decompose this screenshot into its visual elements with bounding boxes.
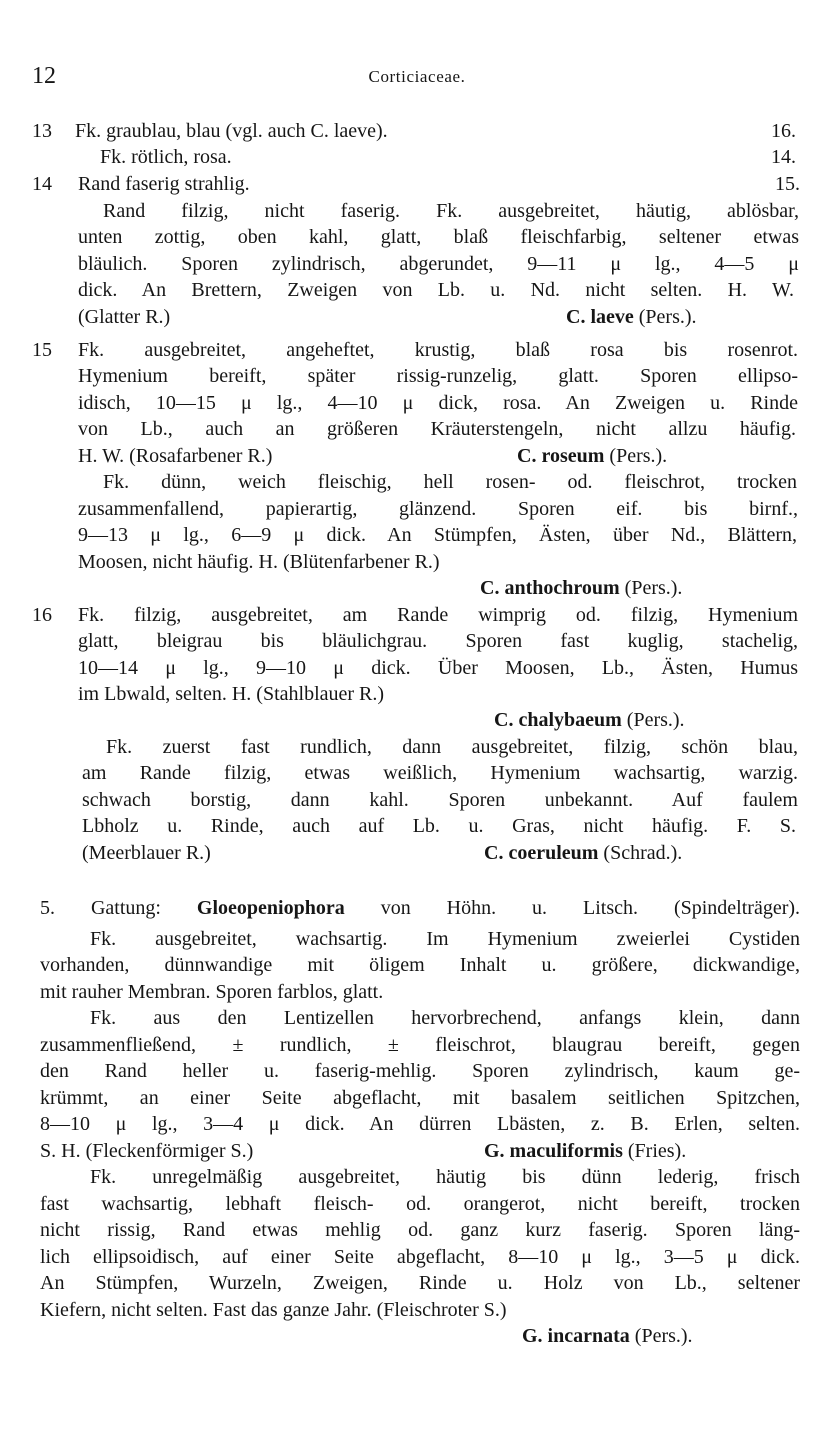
species-chalybaeum (494, 707, 685, 733)
genus-line-1: Fk. ausgebreitet, wachsartig. Im Hymenium zweierlei Cystiden (90, 928, 800, 950)
couplet-14-line-6: (Glatter R.) (78, 306, 171, 328)
couplet-15-line-7: zusammenfallend, papierartig, glänzend. Sporen eif. bis birnf., (78, 498, 798, 520)
species-roseum (517, 443, 667, 469)
species-name: C. coeruleum (484, 842, 599, 864)
genus-heading (40, 895, 800, 921)
genus-line-15: Kiefern, nicht selten. Fast das ganze Jahr. (Fleischroter S.) (40, 1299, 507, 1321)
couplet-14-line-1: Rand faserig strahlig. (78, 173, 250, 195)
couplet-16-line-6: Fk. zuerst fast rundlich, dann ausgebreitet, filzig, schön blau, (106, 736, 798, 758)
page-header (32, 62, 802, 90)
species-coeruleum (484, 840, 682, 866)
genus-line-10: Fk. unregelmäßig ausgebreitet, häutig bis dünn lederig, frisch (90, 1166, 800, 1188)
couplet-16-line-1: Fk. filzig, ausgebreitet, am Rande wimprig od. filzig, Hymenium (78, 604, 798, 626)
species-maculiformis (484, 1138, 686, 1164)
genus-line-12: nicht rissig, Rand etwas mehlig od. ganz kurz faserig. Sporen läng- (40, 1219, 800, 1241)
genus-suffix: von Höhn. u. Litsch. (Spindelträger). (380, 897, 801, 919)
genus-line-9: S. H. (Fleckenförmiger S.) (40, 1140, 254, 1162)
couplet-15-line-8: 9—13 μ lg., 6—9 μ dick. An Stümpfen, Ästen, über Nd., Blättern, (78, 524, 797, 546)
species-author: (Schrad.). (603, 842, 683, 864)
species-author: (Fries). (627, 1140, 687, 1162)
genus-line-4: Fk. aus den Lentizellen hervorbrechend, anfangs klein, dann (90, 1007, 800, 1029)
species-name: C. laeve (566, 306, 634, 328)
genus-line-8: 8—10 μ lg., 3—4 μ dick. An dürren Lbästen, z. B. Erlen, selten. (40, 1113, 800, 1135)
couplet-15-line-5: H. W. (Rosafarbener R.) (78, 445, 273, 467)
genus-prefix: 5. Gattung: (40, 897, 161, 919)
genus-line-13: lich ellipsoidisch, auf einer Seite abgeflacht, 8—10 μ lg., 3—5 μ dick. (40, 1246, 800, 1268)
genus-line-7: krümmt, an einer Seite abgeflacht, mit basalem seitlichen Spitzchen, (40, 1087, 800, 1109)
couplet-14-line-4: bläulich. Sporen zylindrisch, abgerundet, 9—11 μ lg., 4—5 μ (78, 253, 799, 275)
couplet-16-line-2: glatt, bleigrau bis bläulichgrau. Sporen fast kuglig, stachelig, (78, 630, 798, 652)
couplet-number-16: 16 (32, 604, 52, 626)
couplet-14-line-5: dick. An Brettern, Zweigen von Lb. u. Nd. nicht selten. H. W. (78, 279, 794, 301)
couplet-15-line-3: idisch, 10—15 μ lg., 4—10 μ dick, rosa. An Zweigen u. Rinde (78, 392, 798, 414)
species-author: (Pers.). (634, 1325, 693, 1347)
species-author: (Pers.). (624, 577, 683, 599)
genus-line-3: mit rauher Membran. Sporen farblos, glatt. (40, 981, 384, 1003)
couplet-15-line-9: Moosen, nicht häufig. H. (Blütenfarbener R.) (78, 551, 440, 573)
couplet-13-line-1: Fk. graublau, blau (vgl. auch C. laeve). (75, 120, 388, 142)
genus-name: Gloeopeniophora (196, 897, 345, 919)
couplet-15-line-4: von Lb., auch an größeren Kräuterstengeln, nicht allzu häufig. (78, 418, 796, 440)
couplet-13-line-2: Fk. rötlich, rosa. (100, 146, 232, 168)
running-head: Corticiaceae. (368, 67, 466, 86)
species-name: C. anthochroum (480, 577, 620, 599)
couplet-14-lead-1: 15. (775, 173, 800, 195)
couplet-14-line-3: unten zottig, oben kahl, glatt, blaß fleischfarbig, seltener etwas (78, 226, 799, 248)
genus-line-5: zusammenfließend, ± rundlich, ± fleischrot, blaugrau bereift, gegen (40, 1034, 800, 1056)
couplet-16-line-3: 10—14 μ lg., 9—10 μ dick. Über Moosen, Lb., Ästen, Humus (78, 657, 798, 679)
species-name: C. chalybaeum (494, 709, 622, 731)
couplet-15-line-1: Fk. ausgebreitet, angeheftet, krustig, blaß rosa bis rosenrot. (78, 339, 798, 361)
species-author: (Pers.). (638, 306, 697, 328)
species-name: C. roseum (517, 445, 605, 467)
couplet-16-line-4: im Lbwald, selten. H. (Stahlblauer R.) (78, 683, 385, 705)
couplet-16-line-7: am Rande filzig, etwas weißlich, Hymenium wachsartig, warzig. (82, 762, 798, 784)
couplet-16-line-8: schwach borstig, dann kahl. Sporen unbekannt. Auf faulem (82, 789, 798, 811)
genus-line-2: vorhanden, dünnwandige mit öligem Inhalt u. größere, dickwandige, (40, 954, 800, 976)
couplet-13-lead-1: 16. (771, 120, 796, 142)
species-name: G. maculiformis (484, 1140, 623, 1162)
page-number: 12 (32, 63, 56, 89)
couplet-number-15: 15 (32, 339, 52, 361)
genus-line-11: fast wachsartig, lebhaft fleisch- od. orangerot, nicht bereift, trocken (40, 1193, 800, 1215)
couplet-15-line-6: Fk. dünn, weich fleischig, hell rosen- od. fleischrot, trocken (103, 471, 797, 493)
couplet-13-lead-2: 14. (771, 146, 796, 168)
couplet-15-line-2: Hymenium bereift, später rissig-runzelig, glatt. Sporen ellipso- (78, 365, 798, 387)
couplet-16-line-10: (Meerblauer R.) (82, 842, 211, 864)
species-author: (Pers.). (626, 709, 685, 731)
genus-line-14: An Stümpfen, Wurzeln, Zweigen, Rinde u. Holz von Lb., seltener (40, 1272, 800, 1294)
species-laeve (566, 304, 697, 330)
couplet-number-13: 13 (32, 120, 52, 142)
couplet-16-line-9: Lbholz u. Rinde, auch auf Lb. u. Gras, nicht häufig. F. S. (82, 815, 796, 837)
species-anthochroum (480, 575, 682, 601)
genus-line-6: den Rand heller u. faserig-mehlig. Sporen zylindrisch, kaum ge- (40, 1060, 800, 1082)
species-name: G. incarnata (522, 1325, 630, 1347)
couplet-14-line-2: Rand filzig, nicht faserig. Fk. ausgebreitet, häutig, ablösbar, (103, 200, 799, 222)
couplet-number-14: 14 (32, 173, 52, 195)
species-author: (Pers.). (609, 445, 668, 467)
species-incarnata (522, 1323, 693, 1349)
